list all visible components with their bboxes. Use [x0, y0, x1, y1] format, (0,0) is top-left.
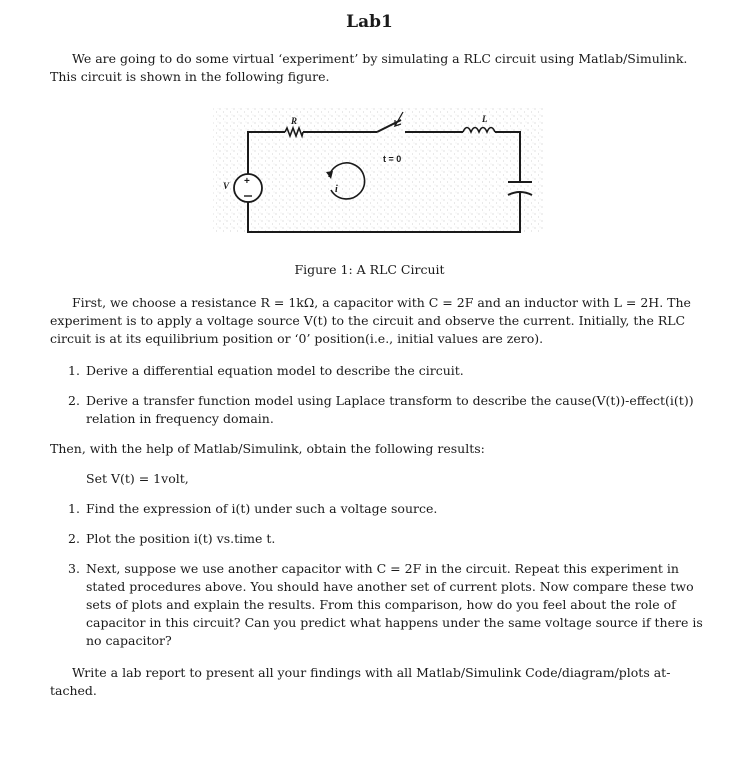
intro-line-2: This circuit is shown in the following figure. [50, 69, 330, 84]
first-line-1: First, we choose a resistance R = 1kΩ, a capacitor with C = 2F and an inductor with L = 2H. The [72, 295, 691, 310]
list-item-number: 3. [68, 561, 80, 576]
voltage-source-plus: + [244, 176, 250, 187]
list-item-text: Derive a transfer function model using Laplace transform to describe the cause(V(t))-effect(i(t)) relation in frequency domain. [86, 393, 694, 426]
list-item-text: Next, suppose we use another capacitor with C = 2F in the circuit. Repeat this experiment in stated procedures above. You should have another set of current plots. Now compare these two sets of plots and explain the results. From this comparison, how do you feel about the role of capacitor in this circuit? Can you predict what happens under the same voltage source if there is no capacitor? [86, 561, 703, 648]
first-paragraph [50, 294, 705, 348]
switch-time-label: t = 0 [383, 154, 402, 164]
current-label: i [335, 184, 338, 195]
first-line-2: experiment is to apply a voltage source V(t) to the circuit and observe the current. Initially, the RLC [50, 313, 686, 328]
report-paragraph [50, 664, 705, 700]
list-item-text: Derive a differential equation model to describe the circuit. [86, 363, 464, 378]
list-item-text: Find the expression of i(t) under such a voltage source. [86, 501, 438, 516]
report-line-2: tached. [50, 683, 97, 698]
then-paragraph: Then, with the help of Matlab/Simulink, obtain the following results: [50, 441, 485, 456]
scan-noise [213, 108, 543, 233]
list-item-number: 1. [68, 501, 80, 516]
voltage-source-label: V [223, 181, 230, 191]
list-item-number: 2. [68, 531, 80, 546]
intro-paragraph [50, 50, 705, 86]
intro-line-1: We are going to do some virtual ‘experiment’ by simulating a RLC circuit using Matlab/Simulink. [72, 51, 688, 66]
report-line-1: Write a lab report to present all your findings with all Matlab/Simulink Code/diagram/plots at- [72, 665, 671, 680]
resistor-label: R [291, 116, 298, 126]
page-title: Lab1 [346, 12, 393, 32]
inductor-label: L [482, 114, 488, 124]
list-item-text: Plot the position i(t) vs.time t. [86, 531, 276, 546]
rlc-circuit-figure [205, 100, 550, 245]
first-line-3: circuit is at its equilibrium position or ‘0’ position(i.e., initial values are zero). [50, 331, 544, 346]
set-statement: Set V(t) = 1volt, [86, 471, 189, 486]
list-item-number: 1. [68, 363, 80, 378]
list-item-number: 2. [68, 393, 80, 408]
figure-caption: Figure 1: A RLC Circuit [294, 262, 445, 277]
